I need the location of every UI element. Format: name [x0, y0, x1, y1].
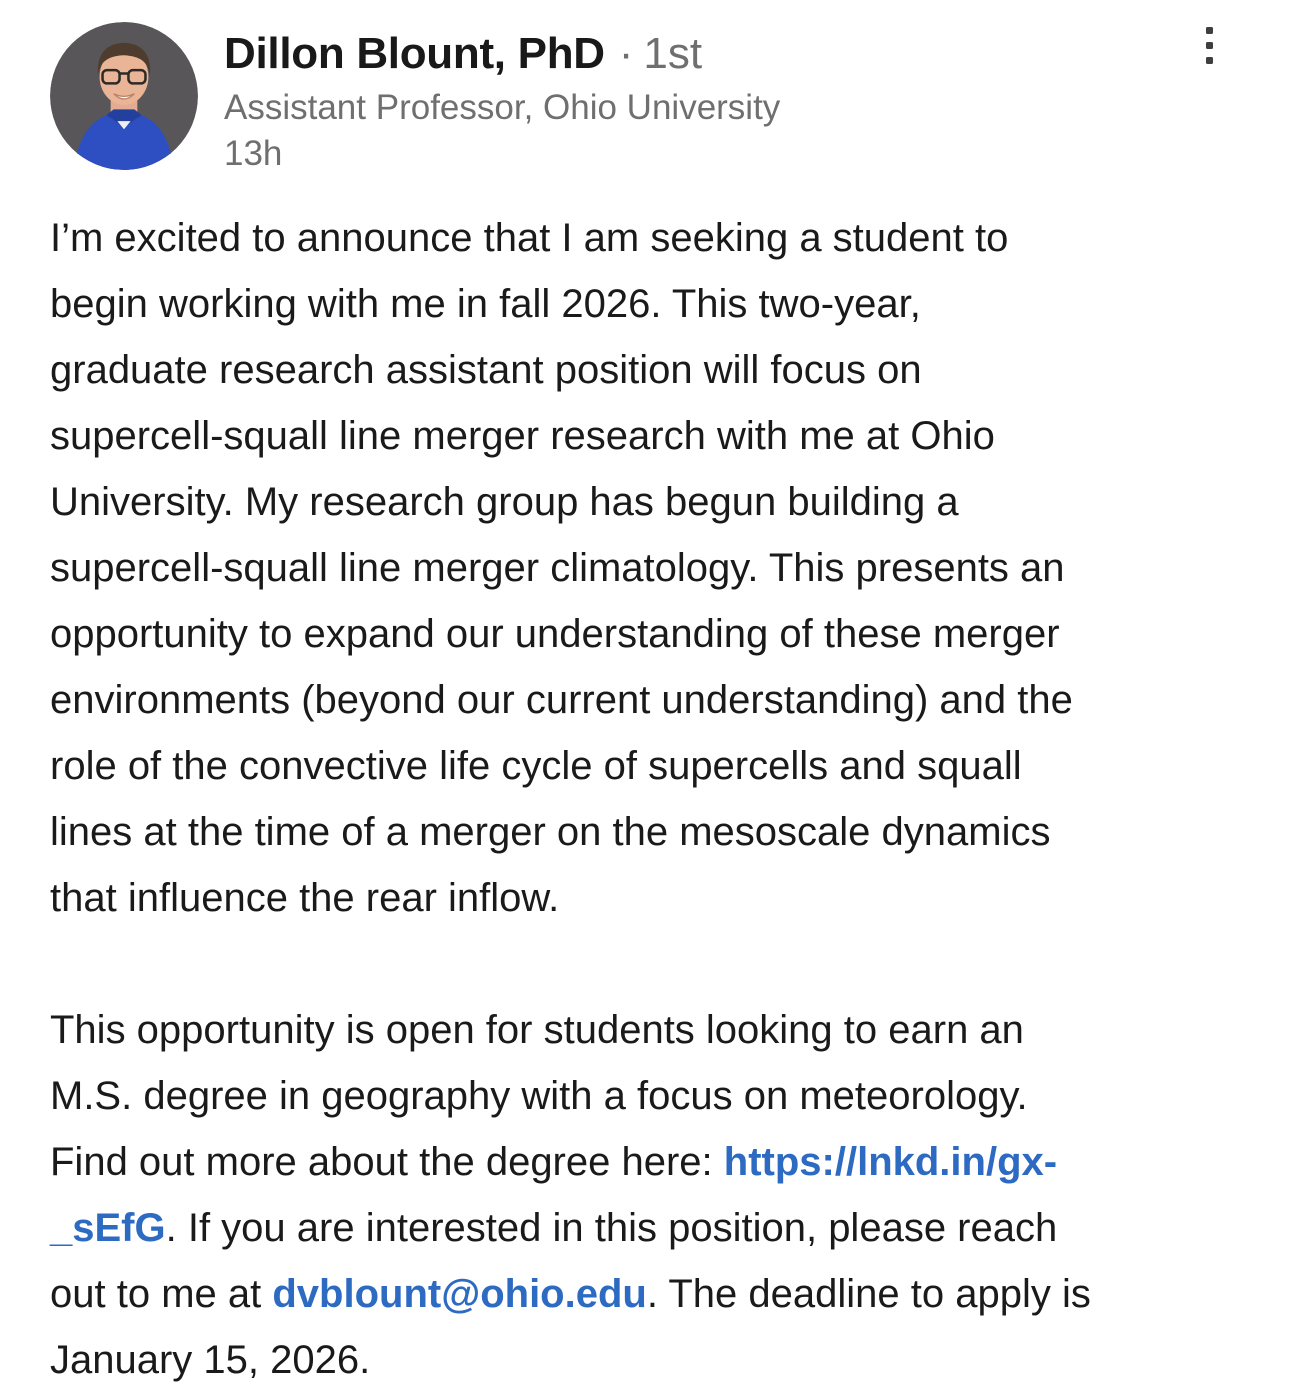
- post-text-line: [50, 865, 1250, 931]
- post-text-line: [50, 1063, 1250, 1129]
- post-text-line: [50, 271, 1250, 337]
- actor-headline: Assistant Professor, Ohio University: [224, 88, 781, 127]
- connection-degree: 1st: [643, 29, 703, 78]
- post-text-line: [50, 1129, 1250, 1195]
- post-text-segment: Find out more about the degree here:: [50, 1140, 724, 1184]
- post-timestamp: 13h: [224, 134, 283, 173]
- post-header-text: [224, 22, 780, 177]
- post-text-line: [50, 1327, 1250, 1393]
- post-text-segment: out to me at: [50, 1272, 273, 1316]
- name-row: [224, 28, 780, 80]
- post-text-line: [50, 601, 1250, 667]
- post-paragraph: [50, 205, 1250, 931]
- post-text-segment: University. My research group has begun building a: [50, 480, 959, 524]
- post-text-segment: supercell-squall line merger climatology. This presents an: [50, 546, 1065, 590]
- post-text-line: [50, 667, 1250, 733]
- post-text-segment: opportunity to expand our understanding of these merger: [50, 612, 1060, 656]
- email-link[interactable]: dvblount@ohio.edu: [272, 1272, 647, 1316]
- post-text-segment: . If you are interested in this position, please reach: [165, 1206, 1058, 1250]
- post-text-line: [50, 799, 1250, 865]
- actor-name[interactable]: Dillon Blount, PhD: [224, 29, 605, 78]
- post-text-segment: I’m excited to announce that I am seeking a student to: [50, 216, 1009, 260]
- post-text-segment: that influence the rear inflow.: [50, 876, 560, 920]
- post-text-line: [50, 535, 1250, 601]
- post-text-line: [50, 469, 1250, 535]
- kebab-dot: [1206, 57, 1213, 64]
- post-body: [0, 205, 1290, 1393]
- post-text-segment: lines at the time of a merger on the mesoscale dynamics: [50, 810, 1051, 854]
- post-text-line: [50, 337, 1250, 403]
- post-text-line: [50, 1261, 1250, 1327]
- post-text-segment: . The deadline to apply is: [646, 1272, 1091, 1316]
- overflow-menu-button[interactable]: [1192, 25, 1226, 66]
- post-paragraph: [50, 997, 1250, 1393]
- profile-photo: [50, 22, 198, 170]
- post-text-segment: January 15, 2026.: [50, 1338, 371, 1382]
- post-text-segment: supercell-squall line merger research with me at Ohio: [50, 414, 995, 458]
- post-text-segment: This opportunity is open for students looking to earn an: [50, 1008, 1024, 1052]
- post-text-line: [50, 733, 1250, 799]
- post-text-segment: graduate research assistant position will focus on: [50, 348, 922, 392]
- separator-dot: ·: [618, 29, 634, 78]
- post-header: [0, 0, 1290, 177]
- degree-link[interactable]: _sEfG: [50, 1206, 166, 1250]
- post-text-segment: M.S. degree in geography with a focus on meteorology.: [50, 1074, 1028, 1118]
- post-text-segment: environments (beyond our current understanding) and the: [50, 678, 1073, 722]
- post-text-line: [50, 205, 1250, 271]
- post-text-line: [50, 1195, 1250, 1261]
- kebab-dot: [1206, 27, 1213, 34]
- post-text-segment: role of the convective life cycle of supercells and squall: [50, 744, 1022, 788]
- post-text-line: [50, 997, 1250, 1063]
- post-text-segment: begin working with me in fall 2026. This two-year,: [50, 282, 921, 326]
- avatar[interactable]: [50, 22, 198, 170]
- degree-link[interactable]: https://lnkd.in/gx-: [723, 1140, 1058, 1184]
- kebab-dot: [1206, 42, 1213, 49]
- post-text-line: [50, 403, 1250, 469]
